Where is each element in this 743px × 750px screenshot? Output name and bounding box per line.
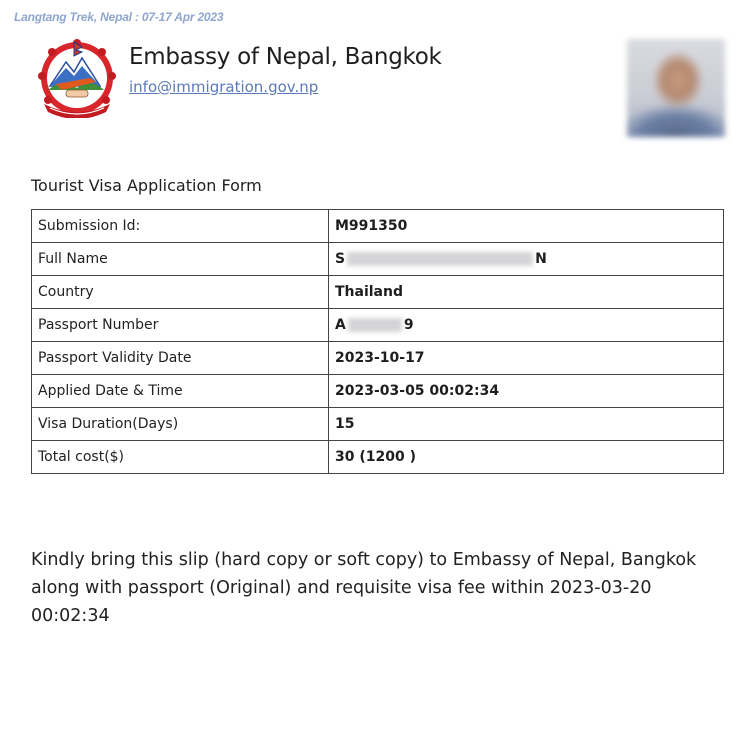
row-value-passport-validity: 2023-10-17 (329, 342, 724, 375)
table-row (32, 276, 724, 309)
row-label-passport-validity: Passport Validity Date (32, 342, 329, 375)
form-title: Tourist Visa Application Form (31, 176, 262, 195)
table-row (32, 243, 724, 276)
table-row (32, 375, 724, 408)
visa-details-table (31, 209, 724, 474)
row-value-total-cost: 30 (1200 ) (329, 441, 724, 474)
passport-start: A (335, 317, 346, 333)
row-label-applied-date: Applied Date & Time (32, 375, 329, 408)
row-label-total-cost: Total cost($) (32, 441, 329, 474)
applicant-photo (627, 39, 725, 137)
row-value-country: Thailand (329, 276, 724, 309)
row-value-full-name (329, 243, 724, 276)
full-name-end: N (535, 251, 547, 267)
row-value-passport-number (329, 309, 724, 342)
watermark-text: Langtang Trek, Nepal : 07-17 Apr 2023 (14, 10, 224, 24)
embassy-name: Embassy of Nepal, Bangkok (129, 44, 442, 70)
passport-end: 9 (403, 317, 414, 333)
row-label-passport-number: Passport Number (32, 309, 329, 342)
row-value-applied-date: 2023-03-05 00:02:34 (329, 375, 724, 408)
table-row (32, 210, 724, 243)
row-label-country: Country (32, 276, 329, 309)
table-row (32, 309, 724, 342)
row-label-visa-duration: Visa Duration(Days) (32, 408, 329, 441)
row-value-visa-duration: 15 (329, 408, 724, 441)
row-label-full-name: Full Name (32, 243, 329, 276)
row-value-submission-id: M991350 (329, 210, 724, 243)
table-row (32, 342, 724, 375)
table-row (32, 408, 724, 441)
embassy-email-link[interactable]: info@immigration.gov.np (129, 78, 319, 96)
row-label-submission-id: Submission Id: (32, 210, 329, 243)
nepal-coat-of-arms-icon (32, 38, 122, 118)
table-row (32, 441, 724, 474)
full-name-start: S (335, 251, 346, 267)
redacted-block (347, 252, 533, 266)
redacted-block (348, 318, 402, 332)
notice-text: Kindly bring this slip (hard copy or soft copy) to Embassy of Nepal, Bangkok along with passport (Original) and requisite visa fee within 2023-03-20 00:02:34 (31, 550, 697, 626)
